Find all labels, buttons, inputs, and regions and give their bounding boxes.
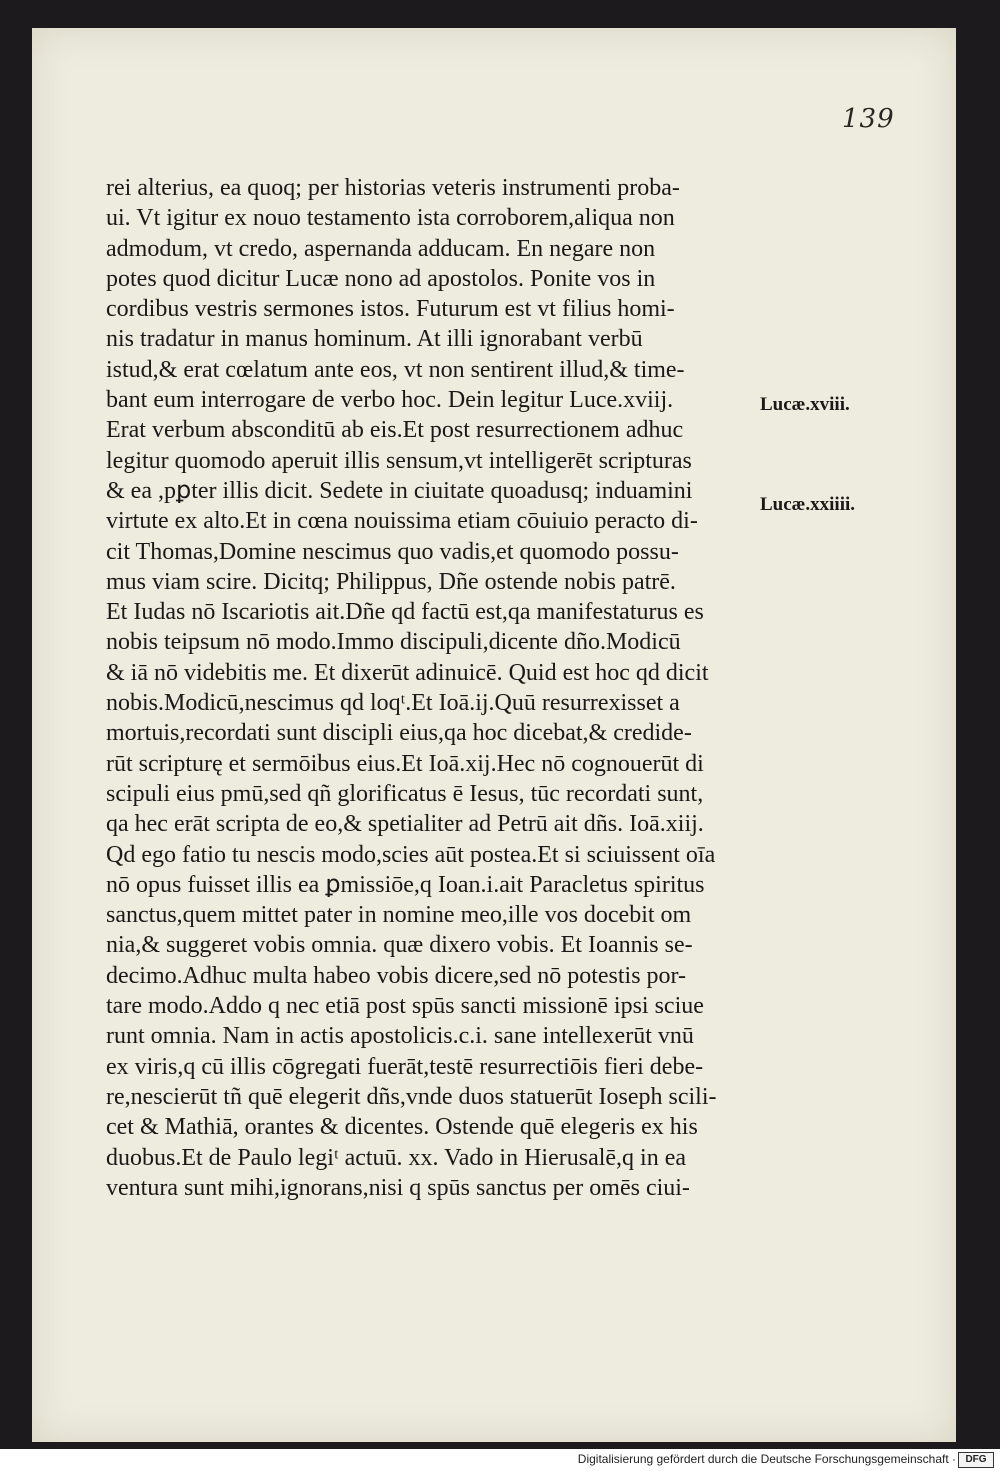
text-line: scipuli eius pmū,sed qñ glorificatus ē Iesus, tūc recordati sunt,	[106, 780, 704, 807]
text-line: nō opus fuisset illis ea ꝑmissiōe,q Ioan.i.ait Paracletus spiritus	[106, 871, 705, 898]
text-line: nis tradatur in manus hominum. At illi ignorabant verbū	[106, 326, 643, 353]
text-line: rei alterius, ea quoq; per historias veteris instrumenti proba-	[106, 175, 680, 201]
text-line: virtute ex alto.Et in cœna nouissima etiam cōuiuio peracto di-	[106, 508, 698, 535]
text-line: potes quod dicitur Lucæ nono ad apostolos. Ponite vos in	[106, 265, 656, 292]
footer-credit: Digitalisierung gefördert durch die Deutsche Forschungsgemeinschaft ·	[577, 1452, 956, 1466]
main-text-block	[106, 173, 766, 1203]
text-line: qa hec erāt scripta de eo,& spetialiter ad Petrū ait dñs. Ioā.xiij.	[106, 811, 704, 838]
text-line: bant eum interrogare de verbo hoc. Dein legitur Luce.xviij.	[106, 387, 674, 414]
text-line: & iā nō videbitis me. Et dixerūt adinuicē. Quid est hoc qd dicit	[106, 659, 709, 686]
page-number: 139	[842, 104, 895, 134]
text-line: cet & Mathiā, orantes & dicentes. Ostende quē elegeris ex his	[106, 1114, 698, 1141]
footer-bar	[0, 1449, 1000, 1471]
text-line: Erat verbum absconditū ab eis.Et post resurrectionem adhuc	[106, 417, 684, 444]
text-line: runt omnia. Nam in actis apostolicis.c.i. sane intellexerūt vnū	[106, 1023, 694, 1050]
text-line: mortuis,recordati sunt discipli eius,qa hoc dicebat,& credide-	[106, 720, 692, 747]
text-line: nobis teipsum nō modo.Immo discipuli,dicente dño.Modicū	[106, 629, 681, 656]
text-line: cit Thomas,Domine nescimus quo vadis,et quomodo possu-	[106, 538, 679, 565]
text-line: admodum, vt credo, aspernanda adducam. En negare non	[106, 235, 656, 262]
text-line: mus viam scire. Dicitq; Philippus, Dñe ostende nobis patrē.	[106, 568, 676, 595]
text-line: duobus.Et de Paulo legiᵗ actuū. xx. Vado in Hierusalē,q in ea	[106, 1144, 687, 1171]
text-line: legitur quomodo aperuit illis sensum,vt intelligerēt scripturas	[106, 447, 692, 474]
text-line: Qd ego fatio tu nescis modo,scies aūt postea.Et si sciuissent oīa	[106, 841, 716, 868]
text-line: ui. Vt igitur ex nouo testamento ista corroborem,aliqua non	[106, 205, 675, 232]
book-page	[32, 28, 956, 1442]
marginal-note-luke-18: Lucæ.xviii.	[760, 394, 850, 415]
text-line: re,nescierūt tñ quē elegerit dñs,vnde duos statuerūt Ioseph scili-	[106, 1083, 717, 1110]
text-line: tare modo.Addo q nec etiā post spūs sancti missionē ipsi sciue	[106, 993, 704, 1020]
text-line: decimo.Adhuc multa habeo vobis dicere,sed nō potestis por-	[106, 962, 687, 989]
marginal-note-luke-24: Lucæ.xxiiii.	[760, 494, 856, 515]
text-line: cordibus vestris sermones istos. Futurum est vt filius homi-	[106, 296, 675, 323]
text-line: ventura sunt mihi,ignorans,nisi q spūs sanctus per omēs ciui-	[106, 1174, 690, 1201]
text-line: ex viris,q cū illis cōgregati fuerāt,testē resurrectiōis fieri debe-	[106, 1053, 704, 1080]
text-line: rūt scripturę et sermōibus eius.Et Ioā.xij.Hec nō cognouerūt di	[106, 750, 704, 777]
text-line: nobis.Modicū,nescimus qd loqᵗ.Et Ioā.ij.Quū resurrexisset a	[106, 690, 680, 717]
dfg-logo-icon: DFG	[958, 1452, 994, 1468]
text-line: istud,& erat cœlatum ante eos, vt non sentirent illud,& time-	[106, 356, 685, 383]
text-line: nia,& suggeret vobis omnia. quæ dixero vobis. Et Ioannis se-	[106, 932, 693, 959]
text-line: & ea ,pꝑter illis dicit. Sedete in ciuitate quoadusq; induamini	[106, 477, 693, 504]
text-line: Et Iudas nō Iscariotis ait.Dñe qd factū est,qa manifestaturus es	[106, 599, 704, 626]
text-line: sanctus,quem mittet pater in nomine meo,ille vos docebit om	[106, 902, 692, 929]
